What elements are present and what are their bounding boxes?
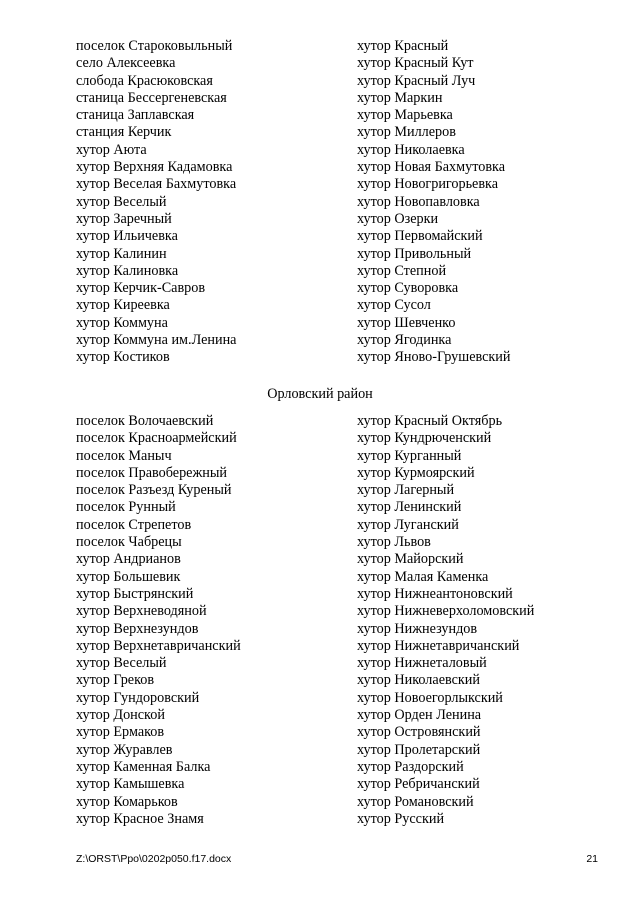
settlement-item: хутор Степной xyxy=(357,262,447,279)
settlement-item: хутор Ребричанский xyxy=(357,776,480,793)
settlement-item: хутор Новоегорлыкский xyxy=(357,689,503,706)
settlement-item: хутор Нижнеантоновский xyxy=(357,585,513,602)
settlement-item: хутор Новогригорьевка xyxy=(357,176,499,193)
settlement-item: станица Заплавская xyxy=(76,107,195,124)
settlement-item: хутор Андрианов xyxy=(76,551,181,568)
settlement-item: хутор Верхневодяной xyxy=(76,603,207,620)
settlement-item: хутор Верхняя Кадамовка xyxy=(76,159,233,176)
settlement-item: хутор Донской xyxy=(76,707,165,724)
settlement-item: хутор Пролетарский xyxy=(357,741,481,758)
settlement-item: поселок Стрепетов xyxy=(76,516,192,533)
settlement-item: хутор Красный xyxy=(357,38,449,54)
settlement-item: станица Бессергеневская xyxy=(76,89,227,106)
settlement-item: хутор Камышевка xyxy=(76,776,185,793)
settlement-item: хутор Коммуна xyxy=(76,314,168,331)
settlement-item: хутор Раздорский xyxy=(357,758,464,775)
settlement-item: село Алексеевка xyxy=(76,55,176,72)
settlement-item: хутор Романовский xyxy=(357,793,474,810)
settlement-item: поселок Правобережный xyxy=(76,464,227,481)
settlement-item: хутор Майорский xyxy=(357,551,464,568)
settlement-item: хутор Яново-Грушевский xyxy=(357,349,511,366)
settlement-item: хутор Ленинский xyxy=(357,499,462,516)
settlement-item: хутор Курганный xyxy=(357,447,462,464)
settlement-item: хутор Красный Луч xyxy=(357,72,476,89)
settlement-item: хутор Маркин xyxy=(357,89,443,106)
settlement-item: хутор Нижневерхоломовский xyxy=(357,603,535,620)
settlement-list-right xyxy=(357,38,510,367)
settlement-item: поселок Чабрецы xyxy=(76,534,182,551)
settlement-item: хутор Каменная Балка xyxy=(76,758,211,775)
settlement-item: поселок Маныч xyxy=(76,447,172,464)
settlement-item: хутор Гундоровский xyxy=(76,689,200,706)
settlement-item: хутор Николаевка xyxy=(357,141,465,158)
settlement-item: станция Керчик xyxy=(76,124,172,141)
settlement-item: хутор Ягодинка xyxy=(357,332,452,349)
settlement-item: хутор Орден Ленина xyxy=(357,707,482,724)
settlement-item: хутор Коммуна им.Ленина xyxy=(76,332,237,349)
settlement-item: хутор Красное Знамя xyxy=(76,810,204,827)
settlement-item: поселок Красноармейский xyxy=(76,430,237,447)
settlement-item: хутор Луганский xyxy=(357,516,459,533)
settlement-item: хутор Веселый xyxy=(76,193,167,210)
settlement-item: хутор Нижнетавричанский xyxy=(357,637,520,654)
settlement-item: хутор Костиков xyxy=(76,349,170,366)
orlovsky-settlement-list-right xyxy=(357,413,534,828)
footer-file-path: Z:\ORST\Ppo\0202p050.f17.docx xyxy=(76,853,232,865)
settlement-item: хутор Красный Октябрь xyxy=(357,413,503,429)
district-heading: Орловский район xyxy=(267,386,373,402)
footer-page-number: 21 xyxy=(586,853,598,865)
settlement-item: хутор Шевченко xyxy=(357,314,456,331)
settlement-item: хутор Керчик-Савров xyxy=(76,280,206,297)
settlement-item: хутор Быстрянский xyxy=(76,585,194,602)
settlement-item: хутор Лагерный xyxy=(357,482,455,499)
settlement-item: хутор Калинин xyxy=(76,245,167,262)
settlement-item: хутор Ильичевка xyxy=(76,228,178,245)
settlement-item: хутор Греков xyxy=(76,672,155,689)
settlement-item: хутор Новопавловка xyxy=(357,193,480,210)
settlement-item: поселок Староковыльный xyxy=(76,38,233,54)
settlement-item: хутор Озерки xyxy=(357,210,439,227)
settlement-item: поселок Разъезд Куреный xyxy=(76,482,232,499)
settlement-item: хутор Красный Кут xyxy=(357,55,474,72)
settlement-item: хутор Кундрюченский xyxy=(357,430,492,447)
settlement-item: хутор Суворовка xyxy=(357,280,459,297)
settlement-item: хутор Нижнеталовый xyxy=(357,655,487,672)
settlement-item: хутор Курмоярский xyxy=(357,464,475,481)
settlement-item: хутор Комарьков xyxy=(76,793,178,810)
settlement-item: хутор Нижнезундов xyxy=(357,620,478,637)
settlement-item: хутор Малая Каменка xyxy=(357,568,489,585)
settlement-item: хутор Верхнезундов xyxy=(76,620,199,637)
settlement-item: хутор Веселая Бахмутовка xyxy=(76,176,237,193)
settlement-item: хутор Веселый xyxy=(76,655,167,672)
settlement-item: хутор Первомайский xyxy=(357,228,483,245)
settlement-item: хутор Ермаков xyxy=(76,724,165,741)
settlement-item: хутор Русский xyxy=(357,810,445,827)
orlovsky-settlement-list-left xyxy=(76,413,241,828)
settlement-item: хутор Новая Бахмутовка xyxy=(357,159,506,176)
settlement-item: слобода Красюковская xyxy=(76,72,213,89)
settlement-item: хутор Миллеров xyxy=(357,124,456,141)
settlement-item: хутор Привольный xyxy=(357,245,472,262)
settlement-item: хутор Аюта xyxy=(76,141,147,158)
settlement-item: поселок Волочаевский xyxy=(76,413,214,429)
settlement-item: хутор Журавлев xyxy=(76,741,173,758)
settlement-item: хутор Большевик xyxy=(76,568,181,585)
settlement-item: хутор Островянский xyxy=(357,724,481,741)
settlement-item: хутор Киреевка xyxy=(76,297,170,314)
settlement-item: хутор Верхнетавричанский xyxy=(76,637,241,654)
settlement-list-left xyxy=(76,38,236,367)
settlement-item: хутор Николаевский xyxy=(357,672,480,689)
settlement-item: хутор Заречный xyxy=(76,210,172,227)
settlement-item: хутор Марьевка xyxy=(357,107,453,124)
settlement-item: хутор Калиновка xyxy=(76,262,179,279)
settlement-item: поселок Рунный xyxy=(76,499,176,516)
settlement-item: хутор Сусол xyxy=(357,297,431,314)
settlement-item: хутор Львов xyxy=(357,534,431,551)
